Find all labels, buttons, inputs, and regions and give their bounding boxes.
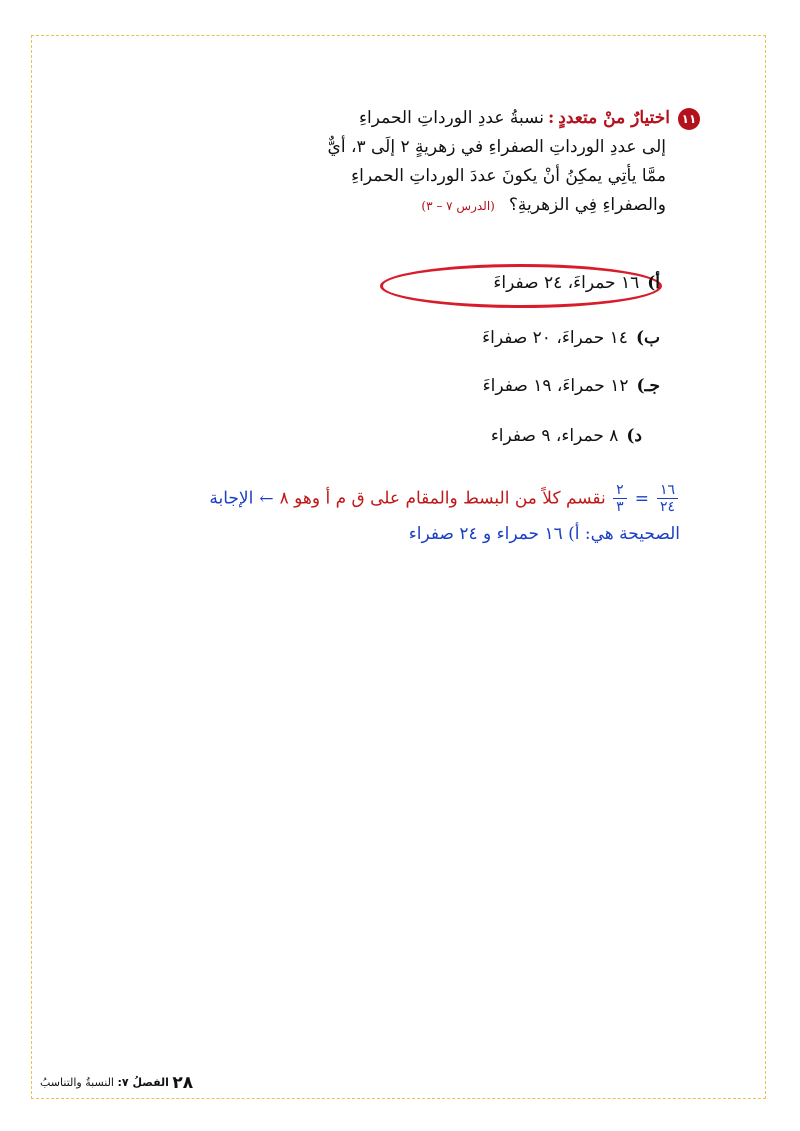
lesson-reference: (الدرس ٧ – ٣)	[421, 199, 495, 213]
solution-block	[80, 482, 680, 544]
question-text-2: إلى عددِ الورداتِ الصفراءِ في زهريةٍ ٢ إلَى ٣، أيٌّ	[327, 137, 666, 157]
option-letter: ب)	[635, 328, 660, 348]
question-text-1: نسبةُ عددِ الورداتِ الحمراءِ	[359, 108, 545, 128]
question-number-badge: ١١	[678, 108, 700, 130]
solution-answer-word: الإجابة	[209, 488, 254, 509]
fraction-denominator: ٣	[616, 499, 624, 515]
question-text-4: والصفراءِ فِي الزهريةِ؟	[508, 195, 666, 215]
solution-explanation: نقسم كلاً من البسط والمقام على ق م أ وهو ٨	[279, 488, 606, 509]
page-footer	[40, 1073, 203, 1093]
question-line-1	[180, 104, 700, 133]
equals-sign: =	[634, 488, 649, 509]
option-letter: جـ)	[636, 376, 660, 396]
question-title: اختيارٌ منْ متعددٍ	[558, 108, 670, 128]
option-letter: أ)	[647, 273, 660, 293]
question-line-4	[180, 191, 700, 220]
question-line-2	[180, 133, 700, 162]
chapter-title: النسبةُ والتناسبُ	[40, 1076, 114, 1089]
question-line-3	[180, 162, 700, 191]
question-text-3: ممَّا يأتِي يمكِنُ أنْ يكونَ عددَ الورداتِ الحمراءِ	[351, 166, 666, 186]
option-text: ٨ حمراء، ٩ صفراء	[490, 426, 619, 446]
option-b[interactable]	[482, 328, 660, 348]
option-d[interactable]	[491, 426, 642, 446]
fraction-2-3	[613, 482, 627, 515]
option-letter: د)	[626, 426, 642, 446]
arrow-left-icon: ←	[259, 488, 274, 509]
solution-line-2: الصحيحة هي: أ) ١٦ حمراء و ٢٤ صفراء	[408, 524, 680, 544]
fraction-numerator: ١٦	[657, 482, 678, 499]
question-block	[180, 104, 700, 220]
chapter-label: الفصلُ ٧:	[117, 1076, 169, 1089]
fraction-denominator: ٢٤	[659, 499, 675, 515]
question-separator: :	[548, 108, 555, 128]
fraction-numerator: ٢	[613, 482, 627, 499]
option-text: ١٦ حمراءَ، ٢٤ صفراءَ	[493, 273, 640, 293]
option-a[interactable]	[493, 273, 660, 293]
page-number: ٢٨	[172, 1073, 194, 1093]
option-text: ١٢ حمراءَ، ١٩ صفراءَ	[482, 376, 629, 396]
fraction-16-24	[657, 482, 678, 515]
option-c[interactable]	[483, 376, 660, 396]
solution-line-1	[80, 482, 680, 524]
option-text: ١٤ حمراءَ، ٢٠ صفراءَ	[482, 328, 628, 348]
